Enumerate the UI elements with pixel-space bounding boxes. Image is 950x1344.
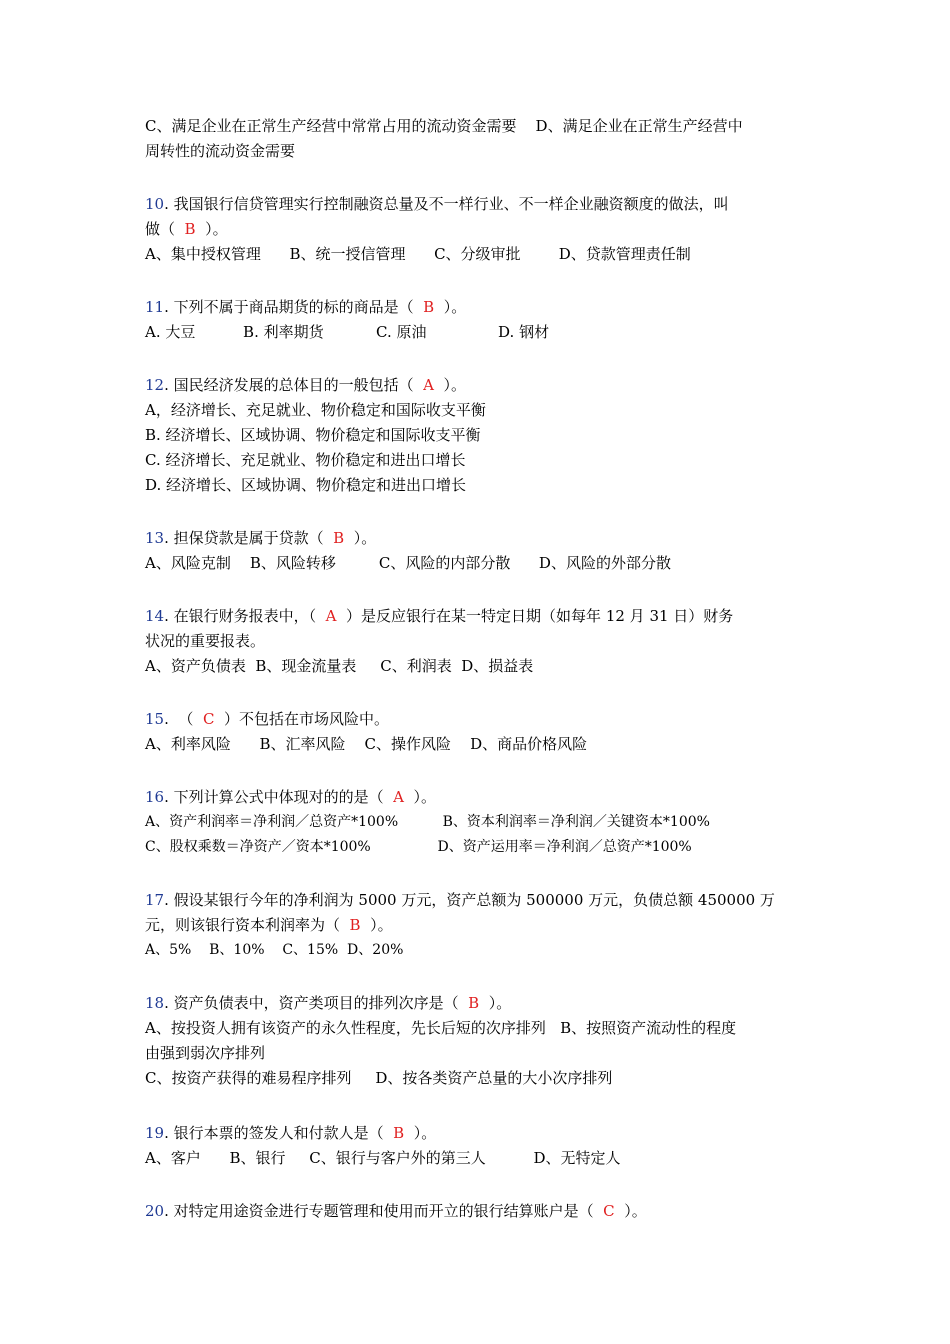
question-number: 14 <box>145 607 165 625</box>
question-text: ）。 <box>404 1124 437 1142</box>
q14-stem <box>145 606 733 626</box>
q17-stem-cont <box>145 915 393 935</box>
question-text: 做（ <box>145 220 185 238</box>
question-number: 12 <box>145 376 165 394</box>
q17-stem <box>145 890 775 910</box>
question-text: ）是反应银行在某一特定日期（如每年 12 月 31 日）财务 <box>336 607 734 625</box>
question-text: ）。 <box>614 1202 647 1220</box>
q16-stem <box>145 787 436 807</box>
q10-options: A、集中授权管理 B、统一授信管理 C、分级审批 D、贷款管理责任制 <box>145 245 691 263</box>
question-text: . 下列不属于商品期货的标的商品是（ <box>164 298 424 316</box>
question-text: ）。 <box>434 376 467 394</box>
question-text: . 对特定用途资金进行专题管理和使用而开立的银行结算账户是（ <box>164 1202 604 1220</box>
answer-mark: A <box>423 376 435 394</box>
q15-options: A、利率风险 B、汇率风险 C、操作风险 D、商品价格风险 <box>145 735 588 753</box>
q12-stem <box>145 375 466 395</box>
question-text: ）。 <box>344 529 377 547</box>
answer-mark: C <box>603 1202 615 1220</box>
q9-options-line-1: C、满足企业在正常生产经营中常常占用的流动资金需要 D、满足企业在正常生产经营中 <box>145 117 743 135</box>
q14-options: A、资产负债表 B、现金流量表 C、利润表 D、损益表 <box>145 657 534 675</box>
answer-mark: A <box>393 788 405 806</box>
question-number: 16 <box>145 788 165 806</box>
question-text: . 我国银行信贷管理实行控制融资总量及不一样行业、不一样企业融资额度的做法，叫 <box>164 195 729 213</box>
q11-options: A. 大豆 B. 利率期货 C. 原油 D. 钢材 <box>145 323 550 341</box>
answer-mark: B <box>468 994 480 1012</box>
q13-options: A、风险克制 B、风险转移 C、风险的内部分散 D、风险的外部分散 <box>145 554 671 572</box>
question-text: . 国民经济发展的总体目的一般包括（ <box>164 376 424 394</box>
q18-stem <box>145 993 511 1013</box>
question-text: 元，则该银行资本利润率为（ <box>145 916 350 934</box>
q10-stem-cont <box>145 219 228 239</box>
q18-options-line-2: 由强到弱次序排列 <box>145 1044 266 1062</box>
q12-option-c: C. 经济增长、充足就业、物价稳定和进出口增长 <box>145 451 466 469</box>
question-text: ）。 <box>434 298 467 316</box>
q15-stem <box>145 709 389 729</box>
question-text: . 在银行财务报表中，（ <box>164 607 326 625</box>
answer-mark: B <box>423 298 435 316</box>
q14-stem-cont: 状况的重要报表。 <box>145 632 266 650</box>
question-text: . 担保贷款是属于贷款（ <box>164 529 334 547</box>
question-text: ）。 <box>360 916 393 934</box>
question-text: . 银行本票的签发人和付款人是（ <box>164 1124 394 1142</box>
q18-options-line-1: A、按投资人拥有该资产的永久性程度，先长后短的次序排列 B、按照资产流动性的程度 <box>145 1019 737 1037</box>
answer-mark: B <box>393 1124 405 1142</box>
question-text: ）。 <box>479 994 512 1012</box>
question-number: 17 <box>145 891 165 909</box>
q12-option-a: A，经济增长、充足就业、物价稳定和国际收支平衡 <box>145 401 486 419</box>
q12-option-b: B. 经济增长、区域协调、物价稳定和国际收支平衡 <box>145 426 481 444</box>
question-number: 15 <box>145 710 165 728</box>
question-text: . 假设某银行今年的净利润为 5000 万元，资产总额为 500000 万元，负债总额 450000 万 <box>164 891 775 909</box>
question-text: ）不包括在市场风险中。 <box>214 710 389 728</box>
q16-options-cd: C、股权乘数＝净资产／资本*100% D、资产运用率＝净利润／总资产*100% <box>145 839 692 855</box>
question-text: . 资产负债表中，资产类项目的排列次序是（ <box>164 994 469 1012</box>
q9-options-line-2: 周转性的流动资金需要 <box>145 142 296 160</box>
q10-stem <box>145 194 729 214</box>
q11-stem <box>145 297 466 317</box>
q13-stem <box>145 528 376 548</box>
q19-options: A、客户 B、银行 C、银行与客户外的第三人 D、无特定人 <box>145 1149 621 1167</box>
answer-mark: B <box>349 916 361 934</box>
q12-option-d: D. 经济增长、区域协调、物价稳定和进出口增长 <box>145 476 467 494</box>
answer-mark: C <box>202 710 215 728</box>
question-text: ）。 <box>195 220 228 238</box>
q20-stem <box>145 1201 647 1221</box>
question-text: ）。 <box>404 788 437 806</box>
question-number: 20 <box>145 1202 165 1220</box>
q16-options-ab: A、资产利润率＝净利润／总资产*100% B、资本利润率＝净利润／关键资本*100% <box>145 814 710 830</box>
q17-options: A、5% B、10% C、15% D、20% <box>145 942 404 958</box>
answer-mark: A <box>325 607 337 625</box>
answer-mark: B <box>333 529 345 547</box>
question-number: 10 <box>145 195 165 213</box>
question-text: . （ <box>164 710 203 728</box>
question-text: . 下列计算公式中体现对的的是（ <box>164 788 394 806</box>
question-number: 11 <box>145 298 165 316</box>
answer-mark: B <box>184 220 196 238</box>
question-number: 19 <box>145 1124 165 1142</box>
question-number: 18 <box>145 994 165 1012</box>
q19-stem <box>145 1123 436 1143</box>
question-number: 13 <box>145 529 165 547</box>
q18-options-line-3: C、按资产获得的难易程序排列 D、按各类资产总量的大小次序排列 <box>145 1069 613 1087</box>
